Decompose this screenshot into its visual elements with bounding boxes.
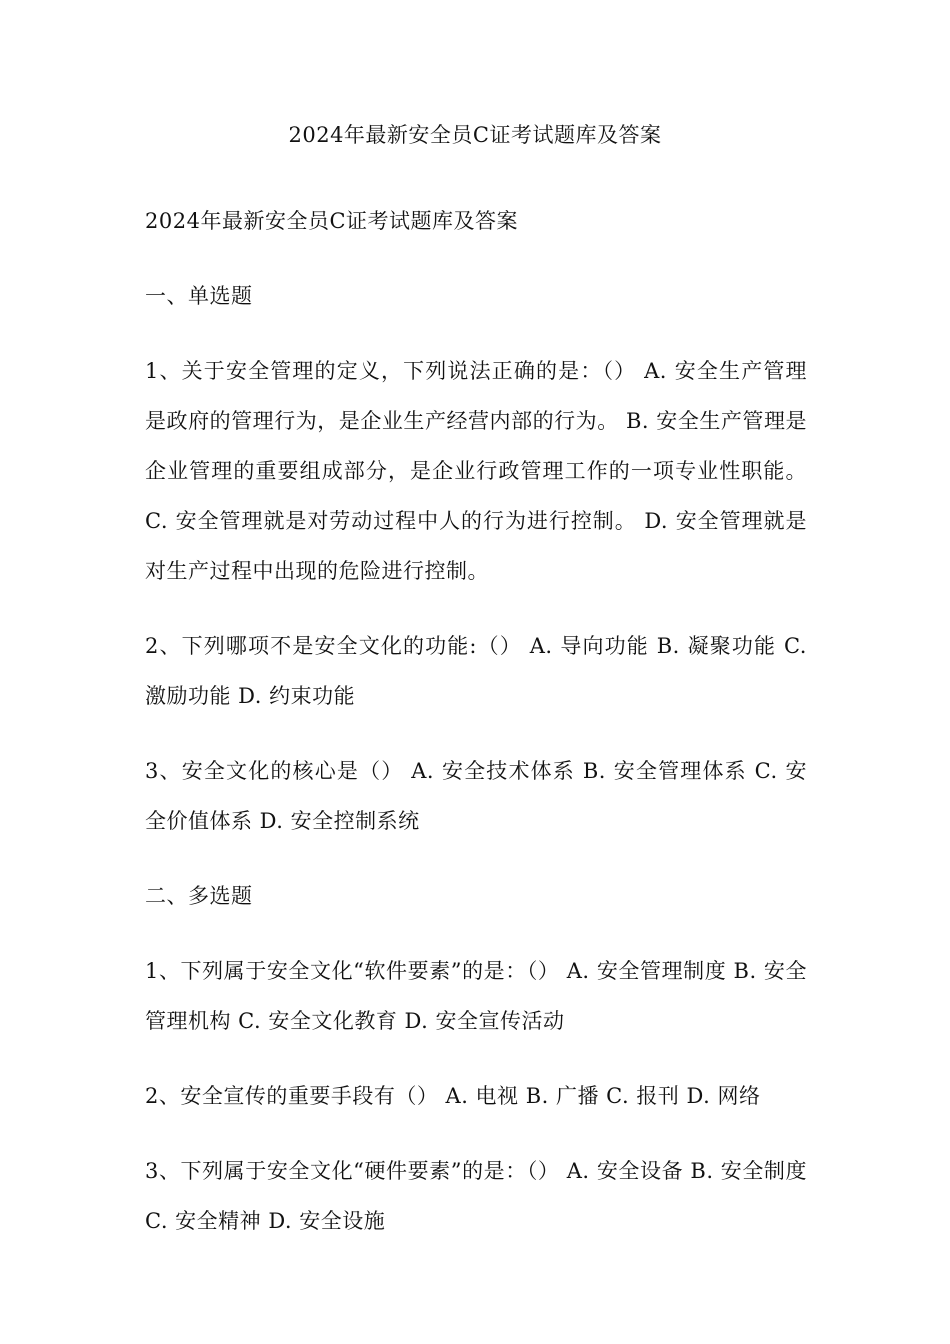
question-paragraph: 2、安全宣传的重要手段有（） A. 电视 B. 广播 C. 报刊 D. 网络 [145, 1084, 761, 1108]
question-paragraph: 1、下列属于安全文化“软件要素”的是：（） A. 安全管理制度 B. 安全管理机构 C. 安全文化教育 D. 安全宣传活动 [145, 959, 807, 1033]
document-subtitle: 2024年最新安全员C证考试题库及答案 [145, 209, 519, 233]
question-paragraph: 3、安全文化的核心是（） A. 安全技术体系 B. 安全管理体系 C. 安全价值体系 D. 安全控制系统 [145, 759, 807, 833]
question-paragraph: 3、下列属于安全文化“硬件要素”的是：（） A. 安全设备 B. 安全制度 C. 安全精神 D. 安全设施 [145, 1159, 807, 1233]
document-title: 2024年最新安全员C证考试题库及答案 [288, 123, 662, 147]
section-heading-multiple-choice: 二、多选题 [145, 884, 253, 908]
question-paragraph: 2、下列哪项不是安全文化的功能:（） A. 导向功能 B. 凝聚功能 C. 激励功能 D. 约束功能 [145, 634, 807, 708]
section-heading-single-choice: 一、单选题 [145, 284, 253, 308]
question-paragraph: 1、关于安全管理的定义，下列说法正确的是：（） A. 安全生产管理是政府的管理行为，是企业生产经营内部的行为。 B. 安全生产管理是企业管理的重要组成部分，是企业行政管理工作的一项专业性职能。 C. 安全管理就是对劳动过程中人的行为进行控制。 D. 安全管理就是对生产过程中出现的危险进行控制。 [145, 359, 807, 583]
document-body [145, 196, 807, 1271]
